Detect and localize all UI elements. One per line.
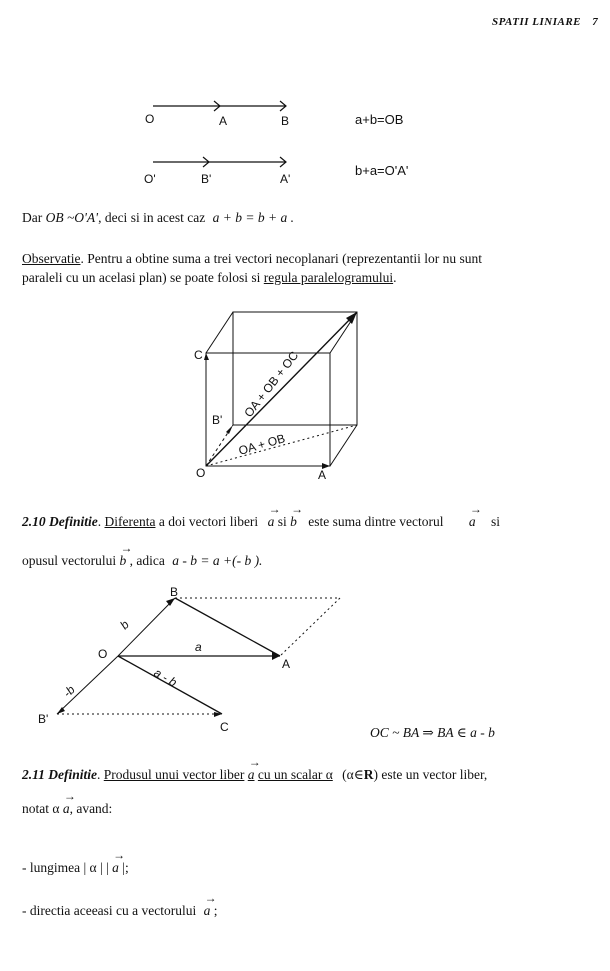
bullet-lungimea <box>22 860 129 876</box>
def-text-1: a doi vectori liberi <box>158 514 259 529</box>
cube-label-o: O <box>196 466 206 480</box>
si-word-2: si <box>491 514 501 529</box>
header-title: SPATII LINIARE <box>492 16 582 28</box>
cube-label-a: A <box>318 468 327 482</box>
label-b: B <box>281 114 290 128</box>
label-o-prime: O' <box>144 172 156 186</box>
label-a: A <box>219 114 228 128</box>
vector-b: → b <box>290 514 297 530</box>
vector-b-2: → b <box>120 553 127 569</box>
cube-label-c: C <box>194 348 203 362</box>
def-number: 2.10 <box>22 514 46 529</box>
def211-vector-a: → a <box>248 767 255 783</box>
adica-text: , adica <box>129 553 165 568</box>
observatie-heading: Observatie <box>22 251 81 266</box>
commutativity-formula: a + b = b + a . <box>212 210 294 225</box>
def211-paren-open: (α∈ <box>342 767 364 782</box>
para-label-o: O <box>98 647 108 661</box>
equation-sum-2: b+a=O'A' <box>355 163 409 178</box>
notat-text: notat α <box>22 801 60 816</box>
para-label-b-prime: B' <box>38 712 49 726</box>
label-a-prime: A' <box>280 172 291 186</box>
vector-a: → a <box>268 514 275 530</box>
para-label-a: A <box>282 657 291 671</box>
def-text-2: este suma dintre vectorul <box>308 514 444 529</box>
def211-tail: este un vector liber, <box>381 767 488 782</box>
para-label-b: B <box>170 585 179 599</box>
avand-text: , avand: <box>69 801 113 816</box>
oc-ba-relation: OC ~ BA ⇒ BA ∈ a - b <box>370 725 495 740</box>
equation-sum-1: a+b=OB <box>355 112 404 127</box>
label-o: O <box>145 112 155 126</box>
definition-2-11-line-1: 2.11 Definitie. Produsul unui vector liber → a cu un scalar α (α∈R) este un vector liber, <box>22 767 487 783</box>
para-label-c: C <box>220 720 229 734</box>
bullet-lungimea-vector: → a <box>112 860 119 876</box>
label-diag-sum: OA + OB + OC <box>241 348 302 420</box>
observatie-text-1: . Pentru a obtine suma a trei vectori necoplanari (reprezentantii lor nu sunt <box>80 251 482 266</box>
difference-formula: a - b = a +(- b ). <box>172 553 263 568</box>
bullet-lungimea-end: |; <box>118 860 129 875</box>
parallelogram-rule-link: regula paralelogramului <box>263 270 394 285</box>
def-word: Definitie <box>49 514 98 529</box>
label-b-prime: B' <box>201 172 212 186</box>
def-term-diferenta: Diferenta <box>104 514 156 529</box>
label-face-sum: OA + OB <box>236 431 287 458</box>
si-word: si <box>277 514 287 529</box>
def211-number: 2.11 <box>22 767 45 782</box>
vec-a-label: a <box>195 640 202 654</box>
def211-term-produsul: Produsul unui vector liber <box>103 767 245 782</box>
vec-neg-b-label: -b <box>60 682 78 701</box>
bullet-directia-end: ; <box>210 903 218 918</box>
def211-term-scalar: cu un scalar α <box>257 767 333 782</box>
bullet-directia-text: - directia aceeasi cu a vectorului <box>22 903 197 918</box>
definition-2-10-line-1: 2.10 Definitie. Diferenta a doi vectori liberi → a si → b este suma dintre vectorul → a si <box>22 514 500 530</box>
def211-paren-close: ) <box>373 767 378 782</box>
cube-label-b: B' <box>212 413 223 427</box>
vector-a-2: → a <box>469 514 476 530</box>
observatie-text-2: paraleli cu un acelasi plan) se poate folosi si <box>22 270 261 285</box>
notat-vector-a: → a <box>63 801 70 817</box>
opusul-text: opusul vectorului <box>22 553 117 568</box>
dar-mid-text: , deci si in acest caz <box>98 210 206 225</box>
equivalence-ob-oa: OB ~O'A' <box>45 210 99 225</box>
vec-b-label: b <box>117 617 132 633</box>
edge-ba <box>175 598 280 656</box>
observatie-end: . <box>393 270 397 285</box>
definition-2-11-line-2 <box>22 801 112 817</box>
vec-diff-label: a - b <box>151 665 180 690</box>
bullet-directia-vector: → a <box>204 903 211 919</box>
bullet-lungimea-text: - lungimea | α | | <box>22 860 109 875</box>
dar-word: Dar <box>22 210 43 225</box>
bullet-directia <box>22 903 218 919</box>
def211-word: Definitie <box>48 767 98 782</box>
page-number: 7 <box>592 16 599 28</box>
def211-real-set: R <box>363 767 374 782</box>
